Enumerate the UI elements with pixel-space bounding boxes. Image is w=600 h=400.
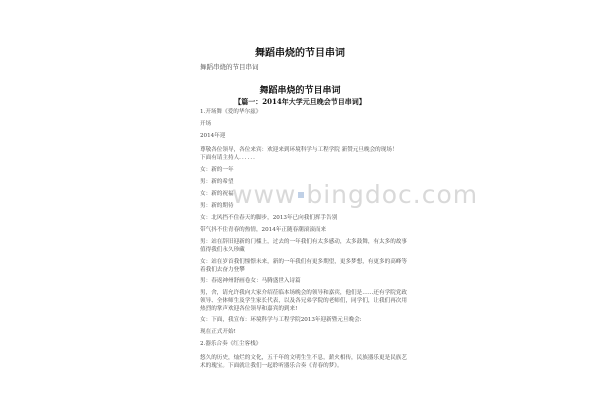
watermark-dot-icon [298, 192, 304, 198]
paragraph-line: 带气抖不住青春的热情，2014年正随春潮滚滚而来 [200, 227, 327, 233]
paragraph-line: 2014年迎 [200, 133, 226, 139]
paragraph-line: 尊敬各位领导，各位来宾：欢迎来到环境科学与工程学院 新赞元旦晚会的现场！ [200, 147, 398, 153]
paragraph-line: 2.器乐合奏《红尘客栈》 [200, 341, 262, 347]
paragraph-line: 女：下面，我宣布：环境科学与工程学院2013年迎新暨元旦晚会: [200, 317, 362, 323]
paragraph-block: 女：站在岁首我们憧憬未来，新的一年我们有更多期望，更多梦想，有更多的高峰等着我们去奋力登攀 [200, 259, 407, 273]
content-heading: 舞蹈串烧的节目串词 [259, 86, 341, 96]
paragraph-line: 1.开场舞《爱的华尔兹》 [200, 109, 262, 115]
document-subtitle: 舞蹈串烧的节目串词 [200, 63, 259, 71]
watermark-domain: bingdoc.com [306, 180, 479, 209]
paragraph-line: 女：新的祝福 [200, 191, 234, 197]
paragraph-line: 开场 [200, 121, 212, 127]
paragraph-block: 悠久的历史，灿烂的文化，五千年的文明生生不息，薪火相传，民族器乐更是民族艺术的瑰宝。下面就让我们一起聆听器乐合奏《青春的梦》。 [200, 355, 407, 369]
paragraph-line: 男：春返神州舒画卷女：马腾盛世入诗篇 [200, 278, 301, 284]
paragraph-line: 男：新的期待 [200, 203, 234, 209]
watermark-prefix: www [232, 180, 297, 209]
watermark [232, 180, 478, 209]
paragraph-line: 男：新的希望 [200, 179, 234, 185]
paragraph-block: 男：站在辞旧迎新的门槛上，过去的一年我们有太多感动，太多鼓舞，有太多的故事值得我们永久珍藏 [200, 239, 407, 253]
paragraph-line: 现在正式开始! [200, 329, 236, 335]
section-heading: 【篇一：2014年大学元旦晚会节目串词】 [234, 97, 366, 106]
paragraph-line: 下面有请主持人．．．．．． [200, 155, 259, 161]
paragraph-line: 女：新的一年 [200, 167, 234, 173]
document-title: 舞蹈串烧的节目串词 [255, 48, 345, 59]
paragraph-line: 女：北风挡不住春天的脚步，2013年已向我们挥手告别 [200, 215, 338, 221]
paragraph-block: 男，舍，请允许我向大家介绍莅临本场晚会的领导和嘉宾，他们是……还有学院党政领导、全体师生及学生家长代表，以及各兄弟学院的老师们，同学们，让我们再次用热烈的掌声欢迎各位领导和嘉宾的到来! [200, 290, 407, 312]
